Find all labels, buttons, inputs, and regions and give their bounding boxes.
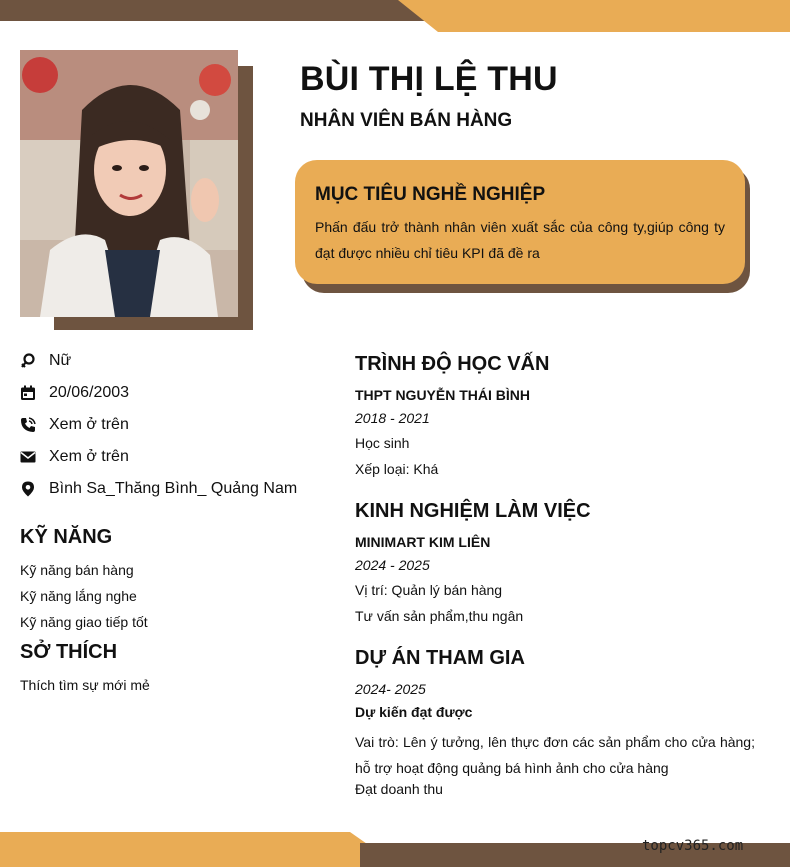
phone-icon [20, 417, 36, 433]
contact-address [20, 478, 297, 500]
experience-line: Tư vấn sản phẩm,thu ngân [355, 608, 524, 624]
objective-text: Phấn đấu trở thành nhân viên xuất sắc của công ty,giúp công ty đạt được nhiều chỉ tiêu KPI đã đề ra [315, 219, 725, 261]
contact-gender [20, 350, 71, 372]
projects-title: DỰ ÁN THAM GIA [355, 647, 525, 669]
profile-photo [20, 50, 238, 317]
skill-item: Kỹ năng lắng nghe [20, 588, 137, 604]
skills-title: KỸ NĂNG [20, 526, 113, 548]
contact-address-value: Bình Sa_Thăng Bình_ Quảng Nam [49, 480, 298, 497]
candidate-position: NHÂN VIÊN BÁN HÀNG [300, 110, 513, 131]
location-icon [20, 481, 36, 497]
experience-company: MINIMART KIM LIÊN [355, 534, 491, 550]
education-school: THPT NGUYỄN THÁI BÌNH [355, 387, 530, 403]
bottom-band-orange [0, 832, 400, 867]
profile-photo-illustration [20, 50, 238, 317]
project-role: Vai trò: Lên ý tưởng, lên thực đơn các sản phẩm cho cửa hàng; hỗ trợ hoạt động quảng bá hình ảnh cho cửa hàng [355, 734, 755, 776]
hobby-item: Thích tìm sự mới mẻ [20, 677, 150, 693]
skill-item: Kỹ năng giao tiếp tốt [20, 614, 148, 630]
contact-phone-value: Xem ở trên [49, 416, 129, 433]
experience-period: 2024 - 2025 [355, 557, 430, 573]
contact-phone [20, 414, 129, 436]
top-band-orange [398, 0, 790, 32]
contact-email [20, 446, 129, 468]
contact-birthday [20, 382, 129, 404]
contact-birthday-value: 20/06/2003 [49, 384, 130, 401]
gender-icon [20, 353, 36, 369]
watermark-text: topcv365.com [642, 838, 744, 854]
contact-email-value: Xem ở trên [49, 448, 129, 465]
education-title: TRÌNH ĐỘ HỌC VẤN [355, 353, 550, 375]
calendar-icon [20, 385, 36, 401]
project-period: 2024- 2025 [355, 681, 426, 697]
hobbies-title: SỞ THÍCH [20, 641, 118, 663]
project-name: Dự kiến đạt được [355, 704, 473, 720]
candidate-name: BÙI THỊ LỆ THU [300, 60, 558, 98]
experience-title: KINH NGHIỆM LÀM VIỆC [355, 500, 591, 522]
skill-item: Kỹ năng bán hàng [20, 562, 134, 578]
email-icon [20, 449, 36, 465]
education-period: 2018 - 2021 [355, 410, 430, 426]
experience-line: Vị trí: Quản lý bán hàng [355, 582, 503, 598]
education-line: Xếp loại: Khá [355, 461, 439, 477]
contact-gender-value: Nữ [49, 352, 72, 369]
education-line: Học sinh [355, 435, 410, 451]
project-result: Đạt doanh thu [355, 781, 443, 797]
objective-title: MỤC TIÊU NGHỀ NGHIỆP [315, 184, 546, 205]
